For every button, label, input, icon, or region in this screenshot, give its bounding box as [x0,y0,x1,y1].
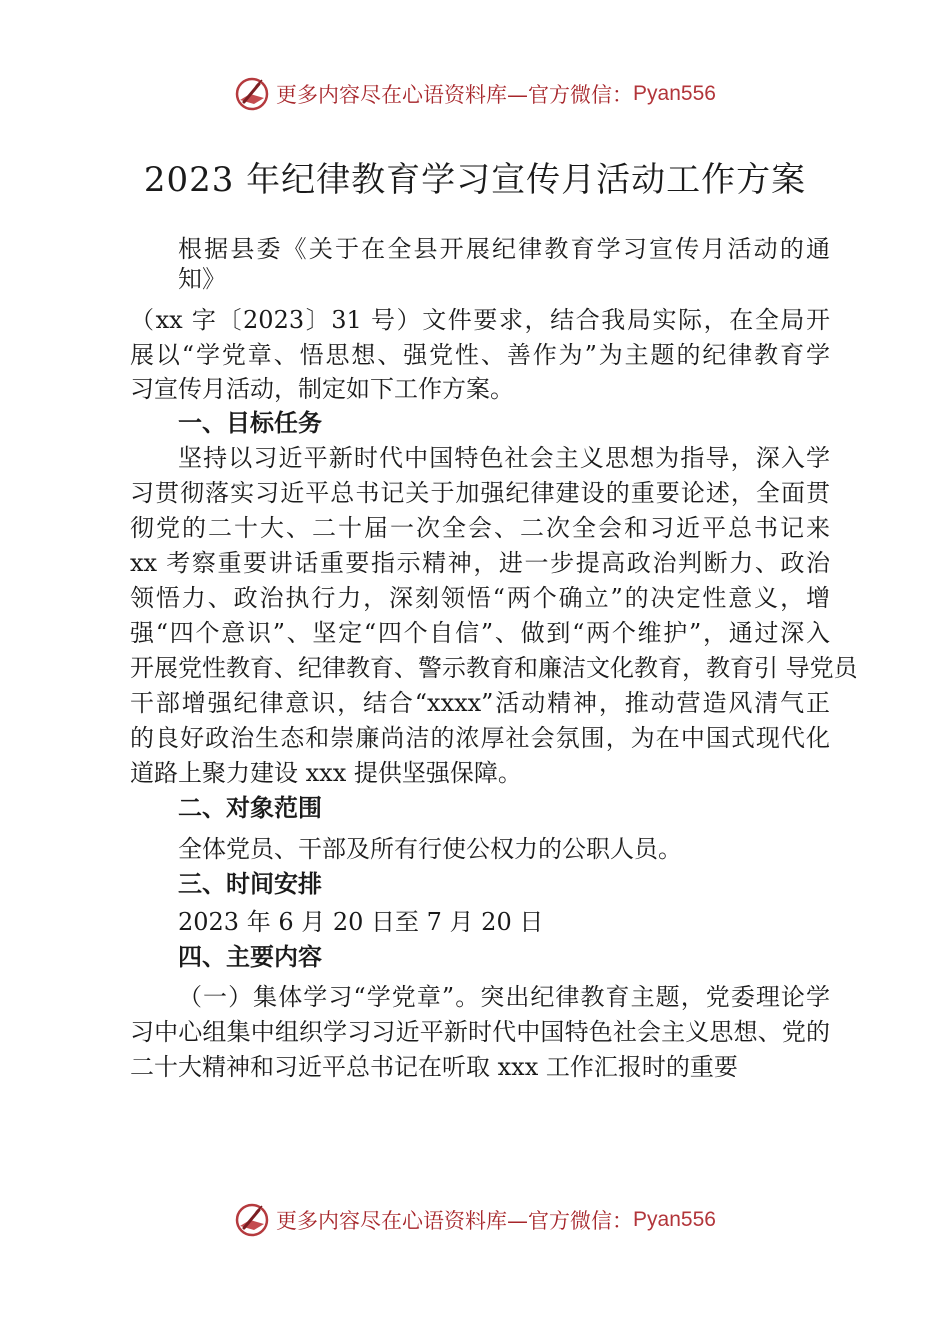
book-quill-logo-icon [234,76,270,112]
section-heading-scope: 二、对象范围 [178,794,322,822]
goals-line-1: 坚持以习近平新时代中国特色社会主义思想为指导，深入学 [178,444,830,472]
header-banner [0,74,950,114]
intro-line-5: 习宣传月活动，制定如下工作方案。 [130,375,514,403]
section-heading-content: 四、主要内容 [178,943,322,971]
goals-line-7: 开展党性教育、纪律教育、警示教育和廉洁文化教育，教育引 导党员 [130,654,858,682]
content-line-1: （一）集体学习“学党章”。突出纪律教育主题，党委理论学 [178,983,830,1011]
book-quill-logo-icon [234,1202,270,1238]
intro-line-1: 根据县委《关于在全县开展纪律教育学习宣传月活动的通 [178,235,830,263]
goals-line-4: xx 考察重要讲话重要指示精神，进一步提高政治判断力、政治 [130,549,830,577]
intro-line-4: 展以“学党章、悟思想、强党性、善作为”为主题的纪律教育学 [130,341,830,369]
section-heading-schedule: 三、时间安排 [178,870,322,898]
goals-line-6: 强“四个意识”、坚定“四个自信”、做到“两个维护”，通过深入 [130,619,830,647]
banner-text: 更多内容尽在心语资料库—官方微信： [276,1209,634,1233]
intro-line-2: 知》 [178,265,226,293]
banner-wechat-handle: Pyan556 [633,82,716,105]
banner-text: 更多内容尽在心语资料库—官方微信： [276,83,634,107]
goals-line-10: 道路上聚力建设 xxx 提供坚强保障。 [130,759,522,787]
document-title: 2023 年纪律教育学习宣传月活动工作方案 [143,160,807,200]
section-heading-goals: 一、目标任务 [178,409,322,437]
banner-wechat-handle: Pyan556 [633,1208,716,1231]
goals-line-2: 习贯彻落实习近平总书记关于加强纪律建设的重要论述，全面贯 [130,479,830,507]
footer-banner [0,1200,950,1240]
intro-line-3: （xx 字〔2023〕31 号）文件要求，结合我局实际，在全局开 [130,306,830,334]
scope-text: 全体党员、干部及所有行使公权力的公职人员。 [178,835,682,863]
content-line-2: 习中心组集中组织学习习近平新时代中国特色社会主义思想、党的 [130,1018,830,1046]
content-line-3: 二十大精神和习近平总书记在听取 xxx 工作汇报时的重要 [130,1053,738,1081]
goals-line-5: 领悟力、政治执行力，深刻领悟“两个确立”的决定性意义，增 [130,584,830,612]
goals-line-8: 干部增强纪律意识，结合“xxxx”活动精神，推动营造风清气正 [130,689,830,717]
schedule-text: 2023 年 6 月 20 日至 7 月 20 日 [178,908,544,936]
goals-line-3: 彻党的二十大、二十届一次全会、二次全会和习近平总书记来 [130,514,830,542]
goals-line-9: 的良好政治生态和崇廉尚洁的浓厚社会氛围，为在中国式现代化 [130,724,830,752]
